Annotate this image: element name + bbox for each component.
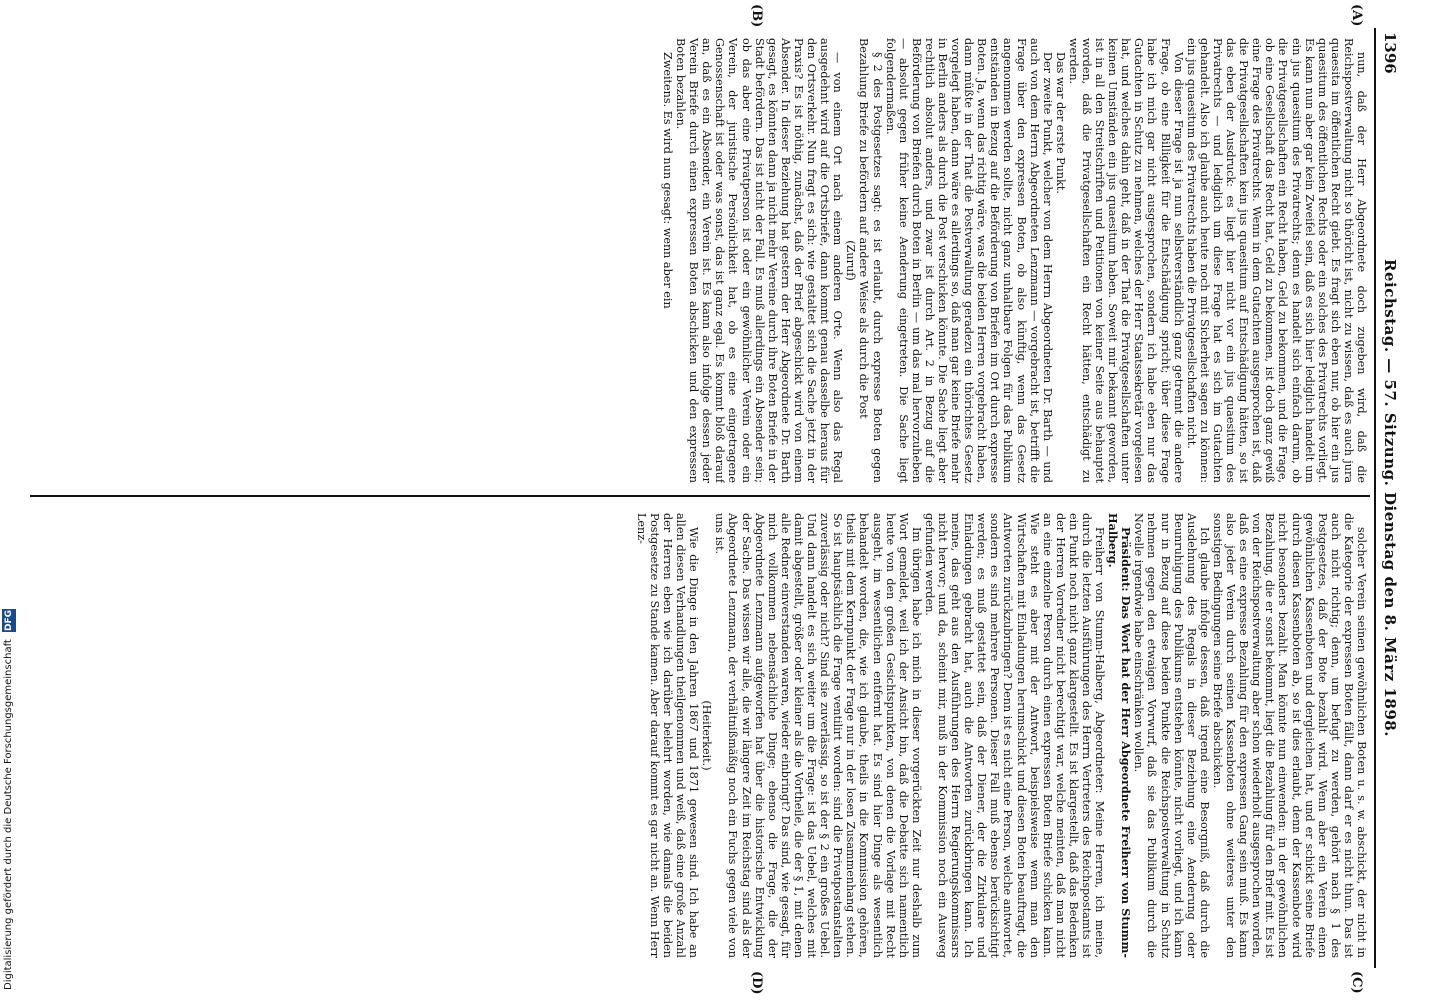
paragraph: Im übrigen habe ich mich in dieser vorgerückten Zeit nur deshalb zum Wort gemeldet, weil ich der Ansicht bin, daß die Debatte sich namentlich heute von den großen Gesichtspunkten, von denen die Vorlage mit Recht ausgeht, im wesentlichen entfernt hat. Es sind hier Dinge als wesentlich behandelt worden, die, wie ich glaube, theils in die Kommission gehören, theils mit dem Kernpunkt der Frage nur in der losen Zusammenhang stehen. So ist hauptsächlich die Frage ventilirt worden: sind die Privatpostanstalten zuverlässig oder nicht? Sind sie zuverlässig, so ist der § 2 ein großes Uebel. Und dann handelt es sich weiter um die Frage: ist das Uebel, welches mit damit abgestellt, größer oder kleiner als die Vortheile, die der § 1, mit denen alle Redner einverstanden waren, wieder einbringt? Das sind, wie gesagt, für mich vollkommen nebensächliche Dinge; ebenso die Frage, die der Abgeordnete Lenzmann aufgeworfen hat über die historische Entwicklung der Sache. Das wissen wir alle, die wir längere Zeit im Reichstag sind als der Abgeordnete Lenzmann, der verhältnißmäßig noch ein Fuchs gegen viele von uns ist. bbox=[713, 513, 923, 958]
rotated-newspaper-page bbox=[20, 4, 1404, 995]
paragraph: Von dieser Frage ist ja nun selbstverständlich ganz getrennt die andere Frage, ob eine Billigkeit für die Entschädigung spricht; über diese Frage habe ich mich gar nicht ausgesprochen, sondern ich habe eben nur das Gutachten in Schutz zu nehmen, welches der Herr Staatssekretär vorgelesen hat, und welches dahin geht, daß in der That die Privatgesellschaften unter keinen Umständen ein jus quaesitum haben. Soweit mir bekannt geworden, ist in all den Streitschriften und Petitionen von keiner Seite aus behauptet worden, daß die Privatgesellschaften ein Recht hätten, entschädigt zu werden. bbox=[1066, 38, 1185, 483]
dfg-logo: DFG bbox=[4, 609, 14, 631]
paragraph: Ich glaube infolge dessen, daß irgend eine Besorgniß, daß durch die Ausdehnung des Regals in dieser Beziehung eine Aenderung oder Beunruhigung des Publikums entstehen könnte, nicht vorliegt, und ich kann nur in Bezug auf diese beiden Punkte die Reichspostverwaltung in Schutz nehmen gegen den etwaigen Vorwurf, daß sie das Publikum durch die Novelle irgendwie habe einschränken wollen. bbox=[1132, 513, 1211, 958]
right-text-column bbox=[28, 513, 1368, 958]
paragraph: Zweitens. Es wird nun gesagt: wenn aber ein bbox=[661, 52, 675, 309]
interjection: (Heiterkeit.) bbox=[700, 700, 714, 771]
margin-mark-c: (C) bbox=[1349, 971, 1364, 994]
paragraph: Wie die Dinge in den Jahren 1867 und 1871 gewesen sind. Ich habe an allen diesen Verhandlungen theilgenommen und weiß, daß eine große Anzahl der Herren eben wie ich darüber belehrt worden, wie damals die beiden Postgesetze zu Stande kamen. Aber darauf kommt es gar nicht an. Wenn Herr Lenz- bbox=[634, 513, 701, 958]
column-divider bbox=[30, 495, 1370, 497]
margin-mark-d: (D) bbox=[749, 971, 764, 995]
left-text-column bbox=[28, 38, 1368, 483]
margin-mark-b: (B) bbox=[749, 4, 764, 28]
margin-mark-a: (A) bbox=[1349, 4, 1364, 27]
paragraph: Das war der erste Punkt. bbox=[1053, 52, 1067, 194]
credit-text: Digitalisierung gefördert durch die Deutsche Forschungsgemeinschaft bbox=[3, 639, 14, 990]
page-header bbox=[1374, 28, 1404, 968]
speaker-line: Präsident: Das Wort hat der Herr Abgeordnete Freiherr von Stumm-Halberg. bbox=[1106, 513, 1134, 958]
page-number: 1396 bbox=[1381, 32, 1399, 74]
paragraph: — von einem Ort nach einem anderen Orte. Wenn also das Regal ausgedehnt wird auf die Ortsbriefe, dann kommt genau dasselbe heraus für den Ortsverkehr. Nun fragt es sich: wie gestaltet sich die Sache jetzt in der Praxis? Es ist nöthig, zunächst, daß der Brief abgeschickt wird von einem Absender. In dieser Beziehung hat gestern der Herr Abgeordnete Dr. Barth gesagt, es könnten dann ja nicht mehr Vereine durch ihre Boten Briefe in der Stadt befördern. Das ist nicht der Fall. Es muß allerdings ein Absender sein; ob das aber eine Privatperson ist oder ein gewöhnlicher Verein oder ein Verein, der juristische Persönlichkeit hat, ob es eine eingetragene Genossenschaft ist oder was sonst, das ist ganz egal. Es kommt bloß darauf an, daß es ein Absender, ein Verein ist. Es kann also infolge dessen jeder Verein Briefe durch einen expressen Boten abschicken und den expressen Boten bezahlen. bbox=[674, 38, 845, 483]
digitization-credit bbox=[2, 370, 16, 990]
paragraph: § 2 des Postgesetzes sagt: es ist erlaubt, durch expresse Boten gegen Bezahlung Briefe zu befördern auf andere Weise als durch die Post bbox=[857, 38, 884, 483]
interjection: (Zuruf) bbox=[844, 240, 858, 281]
paragraph: Freiherr von Stumm-Halberg, Abgeordneter: Meine Herren, ich meine, durch die letzten Ausführungen des Herrn Vertreters des Reichspostamts ist ein Punkt noch nicht ganz klargestellt. Es ist klargestellt, daß das Bedenken der Herren Vorredner nicht berechtigt war, welche meinten, daß man nicht an eine einzelne Person durch einen expressen Boten Briefe schicken kann. Wie steht es aber mit der Antwort, beispielsweise wenn man den Wirtschaften mit Einladungen herumschickt und diesen Boten beauftragt, die Antworten zurückzubringen? Denn ist es nicht eine Person, welche antwortet, sondern es sind mehrere Personen. Dieser Fall muß ebenso berücksichtigt werden; es muß gestattet sein, daß der Diener, der die Zirkulare und Einladungen gebracht hat, auch die Antworten zurückbringen kann. Ich meine, das geht aus den Ausführungen des Herrn Regierungskommissars nicht hervor; und da, scheint mir, muß in der Kommission noch ein Ausweg gefunden werden. bbox=[922, 513, 1107, 958]
paragraph: nun, daß der Herr Abgeordnete doch zugeben wird, daß die Reichspostverwaltung nicht so thöricht ist, nicht zu wissen, daß es auch jura quaesita im öffentlichen Recht giebt. Es fragt sich eben nur, ob hier ein jus quaesitum des öffentlichen Rechts oder ein solches des Privatrechts vorliegt. Es kann nun aber gar kein Zweifel sein, daß es sich hier lediglich handelt um ein jus quaesitum des Privatrechts; denn es handelt sich einfach darum, ob die Privatgesellschaften ein Recht haben, Geld zu bekommen, und die Frage, ob eine Gesellschaft das Recht hat, Geld zu bekommen, ist doch ganz gewiß eine Frage des Privatrechts. Wenn in dem Gutachten ausgesprochen ist, daß die Privatgesellschaften kein jus quaesitum auf Entschädigung hätten, so ist das eben der Ausdruck: es liegt hier nicht vor ein jus quaesitum des Privatrechts — und lediglich um diese Frage hat es sich im Gutachten gehandelt. Also ich glaube auch heute noch mit Sicherheit sagen zu können: ein jus quaesitum des Privatrechts haben die Privatgesellschaften nicht. bbox=[1184, 38, 1368, 483]
page-title: Reichstag. — 57. Sitzung. Dienstag den 8. März 1898. bbox=[1381, 259, 1399, 737]
paragraph: solcher Verein seinen gewöhnlichen Boten u. s. w. abschickt, der nicht in die Kategorie der expressen Boten fällt, dann darf er es nicht thun. Das ist auch nicht richtig; denn, um befugt zu werden, gehört nach § 1 des Postgesetzes, daß der Bote bezahlt wird. Wenn aber ein Verein einen gewöhnlichen Kassenboten und dergleichen hat, und er schickt seine Briefe durch diesen Kassenboten ab, so ist dies erlaubt, denn der Kassenbote wird nicht besonders bezahlt. Man könnte nun einwenden: in der gewöhnlichen Bezahlung, die er sonst bekommt, liegt die Bezahlung für den Brief mit. Es ist von der Reichspostverwaltung aber schon wiederholt ausgesprochen worden, daß es eine expresse Bezahlung für den expressen Gang sein muß. Es kann also jeder Verein durch seinen Kassenboten ohne weiteres unter den sonstigen Bedingungen seine Briefe abschicken. bbox=[1210, 513, 1368, 958]
paragraph: Der zweite Punkt, welcher von dem Herrn Abgeordneten Dr. Barth — und auch von dem Herrn Abgeordneten Lenzmann — vorgebracht ist, betrifft die Frage über den expressen Boten, ob also künftig, wenn das Gesetz angenommen werden sollte, nicht ganz unhaltbare Folgen für das Publikum entständen in Bezug auf die Beförderung von Briefen im Ort durch expresse Boten. Ja, wenn das richtig wäre, was die beiden Herren vorgebracht haben, dann müßte in der That die Postverwaltung geradezu ein thörichtes Gesetz vorgelegt haben, dann wäre es allerdings so, daß man gar keine Briefe mehr in Berlin anders als durch die Post verschicken könnte. Die Sache liegt aber rechtlich absolut anders, und zwar ist durch Art. 2 in Bezug auf die Beförderung von Briefen durch Boten in Berlin — um das mal hervorzuheben — absolut gegen früher keine Aenderung eingetreten. Die Sache liegt folgendermaßen. bbox=[883, 38, 1054, 483]
